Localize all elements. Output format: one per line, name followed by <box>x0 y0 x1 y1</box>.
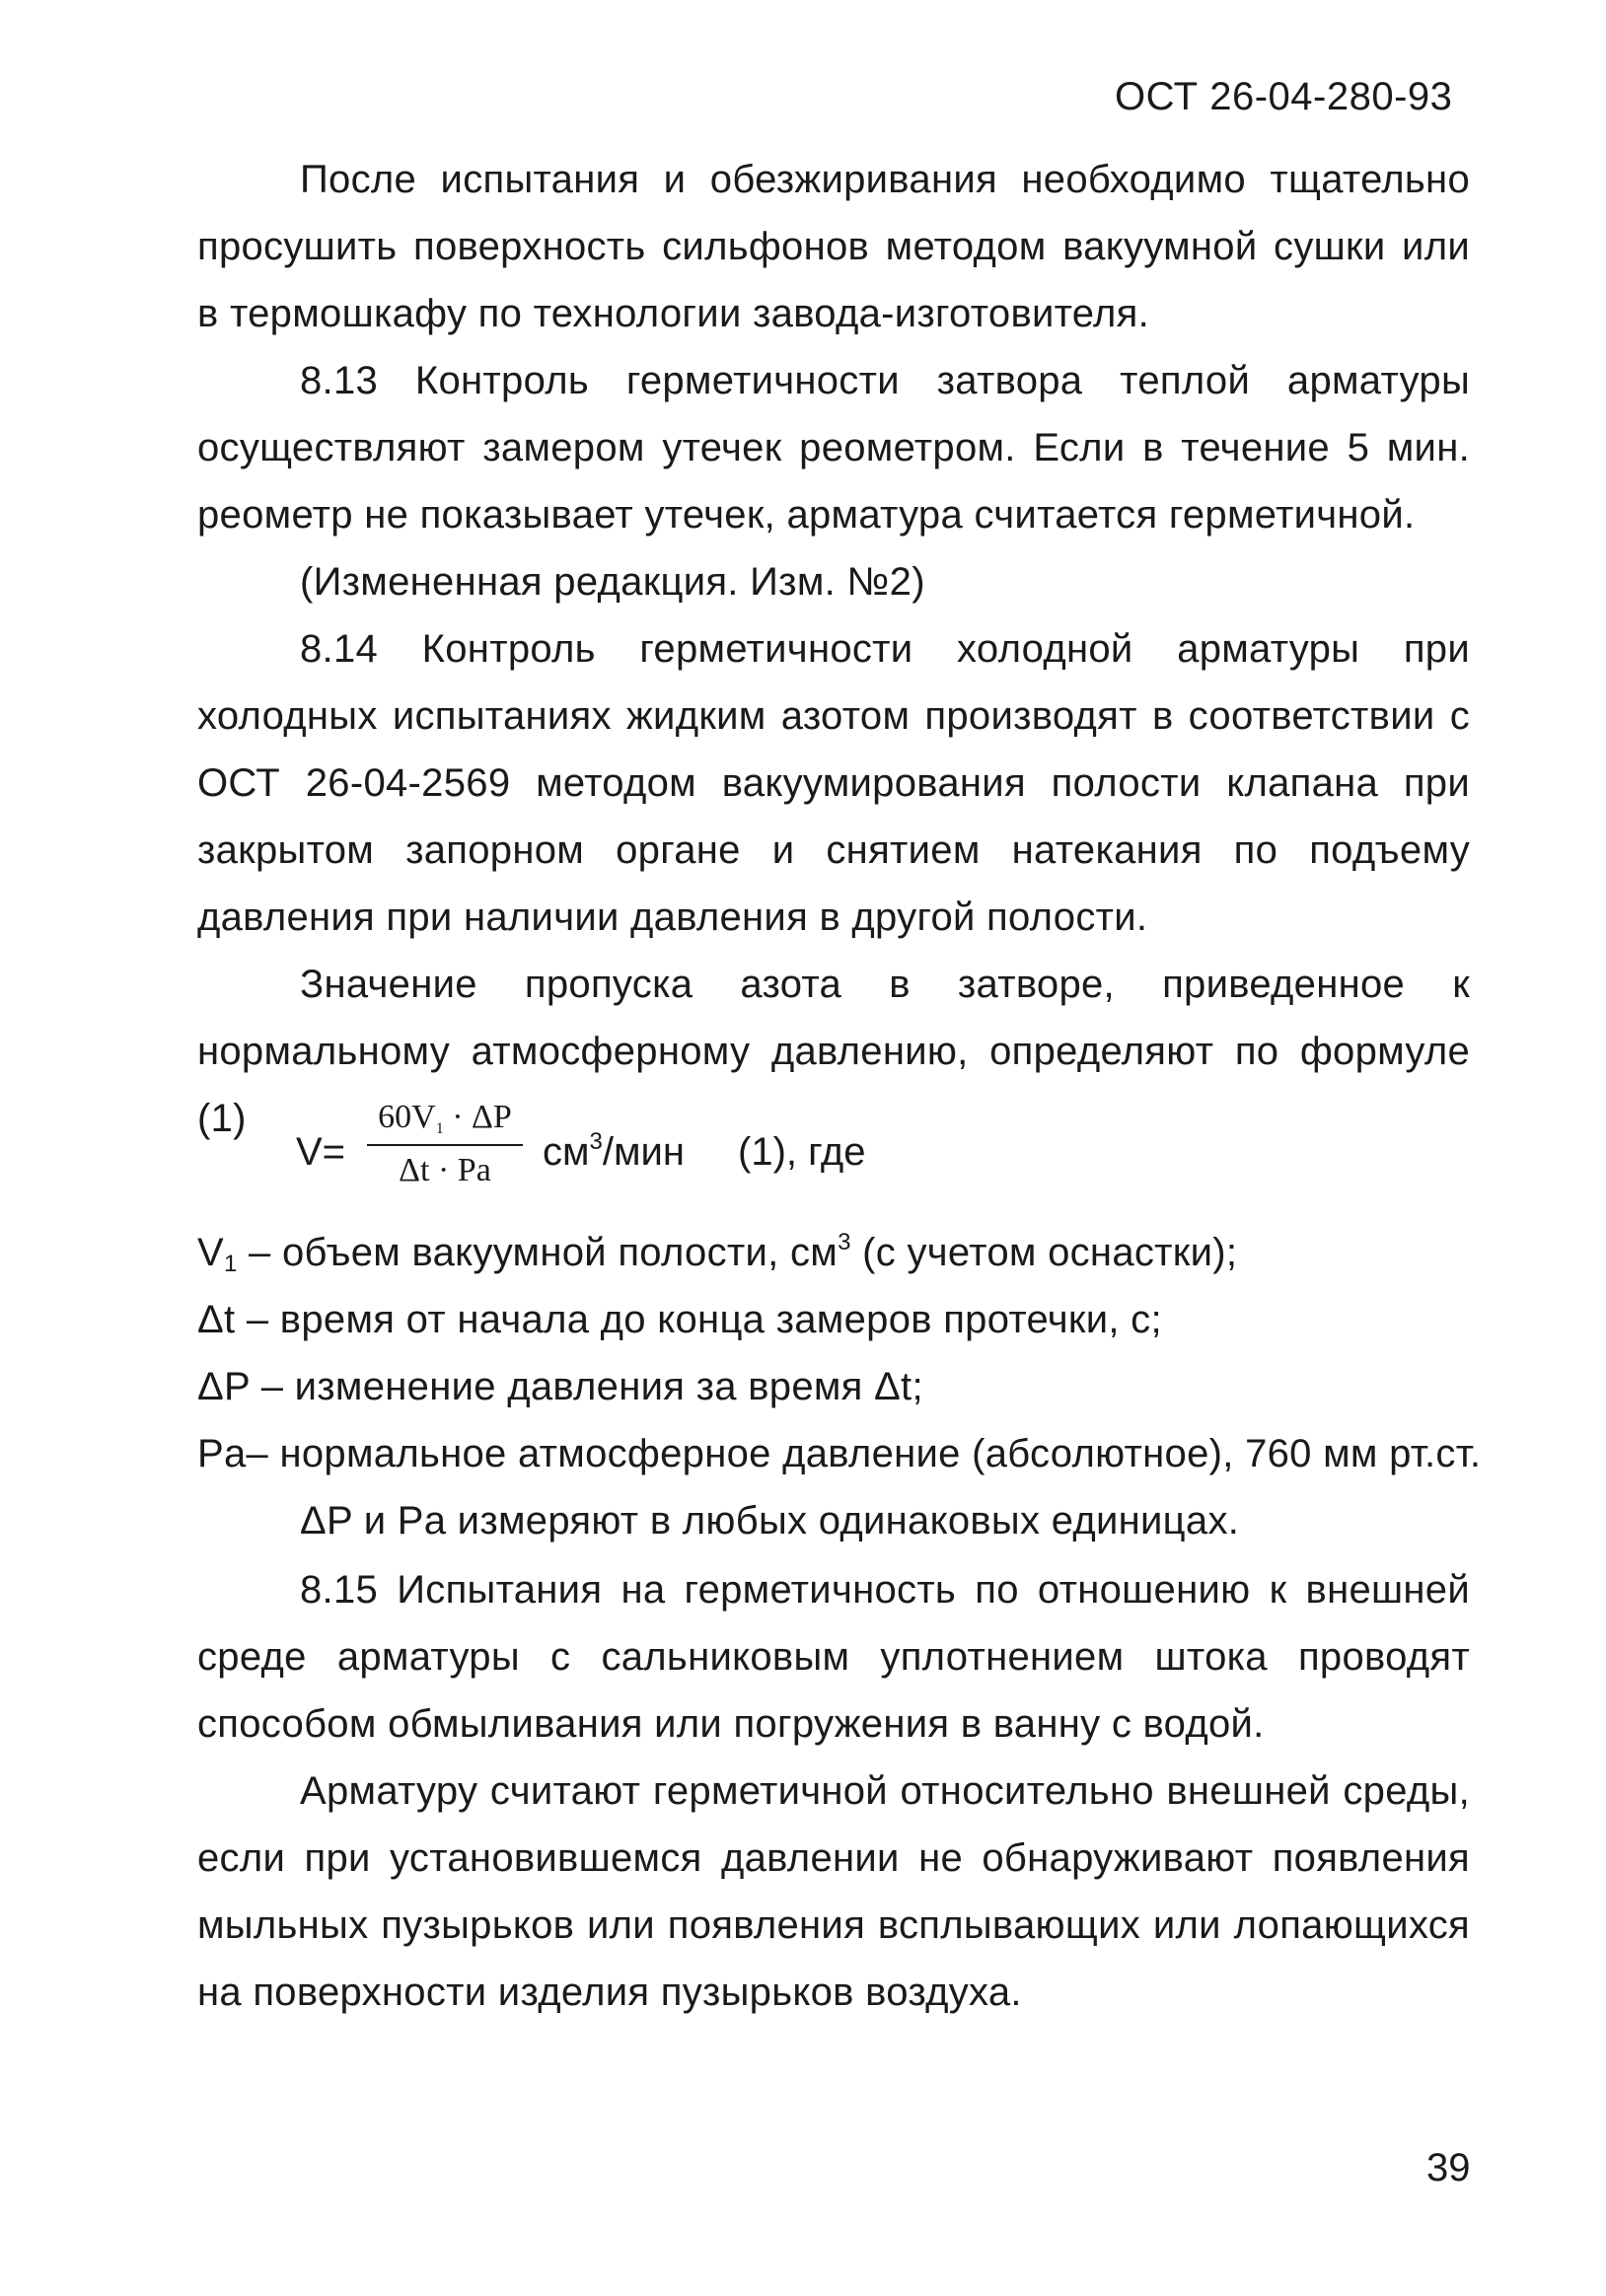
definitions-list <box>197 1219 1480 1554</box>
numerator-subscript: 1 <box>435 1120 444 1137</box>
v1-tail: (с учетом оснастки); <box>850 1231 1238 1274</box>
formula-1 <box>296 1095 986 1203</box>
unit-superscript: 3 <box>589 1128 603 1155</box>
formula-lhs: V= <box>296 1130 346 1174</box>
page-number: 39 <box>1426 2146 1471 2189</box>
numerator-main: 60V <box>378 1099 436 1135</box>
formula-unit <box>543 1130 685 1175</box>
v1-subscript: 1 <box>223 1251 238 1277</box>
unit-base: см <box>543 1130 590 1174</box>
paragraph-formula-intro: Значение пропуска азота в затворе, приведенное к нормальному атмосферному давлению, определяют по формуле (1) <box>197 963 1470 1140</box>
definition-units-note: ΔP и Pa измеряют в любых одинаковых единицах. <box>300 1499 1240 1543</box>
definition-dp: ΔP – изменение давления за время Δt; <box>197 1365 923 1408</box>
formula-denominator: Δt · Pa <box>399 1152 491 1188</box>
definition-dt: Δt – время от начала до конца замеров протечки, с; <box>197 1298 1162 1341</box>
paragraph-8-14: 8.14 Контроль герметичности холодной арматуры при холодных испытаниях жидким азотом производят в соответствии с ОСТ 26-04-2569 методом вакуумирования полости клапана при закрытом запорном органе и снятием натекания по подъему давления при наличии давления в другой полости. <box>197 627 1470 939</box>
document-code: ОСТ 26-04-280-93 <box>1115 75 1453 118</box>
paragraph-external-tightness: Арматуру считают герметичной относительно внешней среды, если при установившемся давлении не обнаруживают появления мыльных пузырьков или появления всплывающих или лопающихся на поверхности изделия пузырьков воздуха. <box>197 1769 1470 2014</box>
v1-text: – объем вакуумной полости, см <box>237 1231 839 1274</box>
formula-fraction <box>367 1095 523 1191</box>
paragraph-8-13: 8.13 Контроль герметичности затвора теплой арматуры осуществляют замером утечек реометром. Если в течение 5 мин. реометр не показывает утечек, арматура считается герметичной. <box>197 359 1470 537</box>
definition-v1 <box>197 1219 1480 1286</box>
definition-pa: Pa– нормальное атмосферное давление (абсолютное), 760 мм рт.ст. <box>197 1432 1482 1475</box>
paragraph-amendment-note: (Измененная редакция. Изм. №2) <box>300 560 925 604</box>
formula-reference: (1), где <box>738 1130 866 1174</box>
unit-rest: /мин <box>602 1130 685 1174</box>
v1-symbol: V <box>197 1231 224 1274</box>
v1-superscript: 3 <box>838 1229 851 1256</box>
paragraph-8-15: 8.15 Испытания на герметичность по отношению к внешней среде арматуры с сальниковым уплотнением штока проводят способом обмыливания или погружения в ванну с водой. <box>197 1568 1470 1746</box>
numerator-rest: · ΔP <box>443 1099 512 1135</box>
paragraph-drying: После испытания и обезжиривания необходимо тщательно просушить поверхность сильфонов методом вакуумной сушки или в термошкафу по технологии завода-изготовителя. <box>197 158 1470 335</box>
formula-numerator <box>367 1095 523 1140</box>
